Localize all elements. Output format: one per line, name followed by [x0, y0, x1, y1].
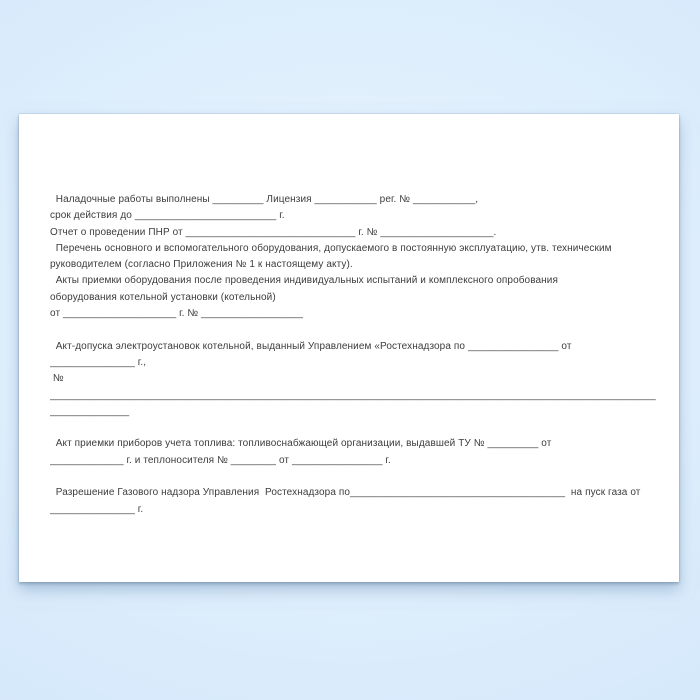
document-page	[19, 114, 679, 582]
line-blank-2	[50, 420, 665, 436]
line-electrical-permit-1: Акт-допуска электроустановок котельной, выданный Управлением «Ростехнадзора по ________________ от	[50, 340, 572, 352]
line-equipment-list-2: руководителем (согласно Приложения № 1 к настоящему акту).	[50, 259, 353, 271]
line-fuel-metering-2: _____________ г. и теплоносителя № ________ от ________________ г.	[50, 454, 391, 466]
line-acceptance-acts-2: оборудования котельной установки (котельной)	[50, 291, 276, 303]
line-license-validity: срок действия до _________________________ г.	[50, 210, 285, 222]
line-fill-blank-long: ___________________________________________________________________________________________________________	[50, 389, 656, 401]
document-text-block	[50, 192, 665, 518]
line-acceptance-acts-1: Акты приемки оборудования после проведения индивидуальных испытаний и комплексного опробования	[50, 275, 559, 287]
line-gas-permit-2: _______________ г.	[50, 503, 144, 515]
line-fuel-metering-1: Акт приемки приборов учета топлива: топливоснабжающей организации, выдавшей ТУ № _________ от	[50, 438, 552, 450]
line-gas-permit-1: Разрешение Газового надзора Управления Ростехнадзора по______________________________________ на пуск газа от	[50, 487, 641, 499]
line-electrical-permit-number: №	[50, 373, 64, 385]
line-blank-3	[50, 469, 665, 485]
line-fill-blank-short: ______________	[50, 405, 130, 417]
line-blank-1	[50, 322, 665, 338]
line-commissioning-works: Наладочные работы выполнены _________ Лицензия ___________ рег. № ___________,	[50, 194, 479, 205]
line-equipment-list-1: Перечень основного и вспомогательного оборудования, допускаемого в постоянную эксплуатацию, утв. техническим	[50, 242, 612, 254]
line-acceptance-acts-date: от ____________________ г. № __________________	[50, 308, 304, 320]
line-electrical-permit-2: _______________ г.,	[50, 356, 147, 368]
line-pnr-report: Отчет о проведении ПНР от ______________________________ г. № ____________________.	[50, 226, 497, 238]
